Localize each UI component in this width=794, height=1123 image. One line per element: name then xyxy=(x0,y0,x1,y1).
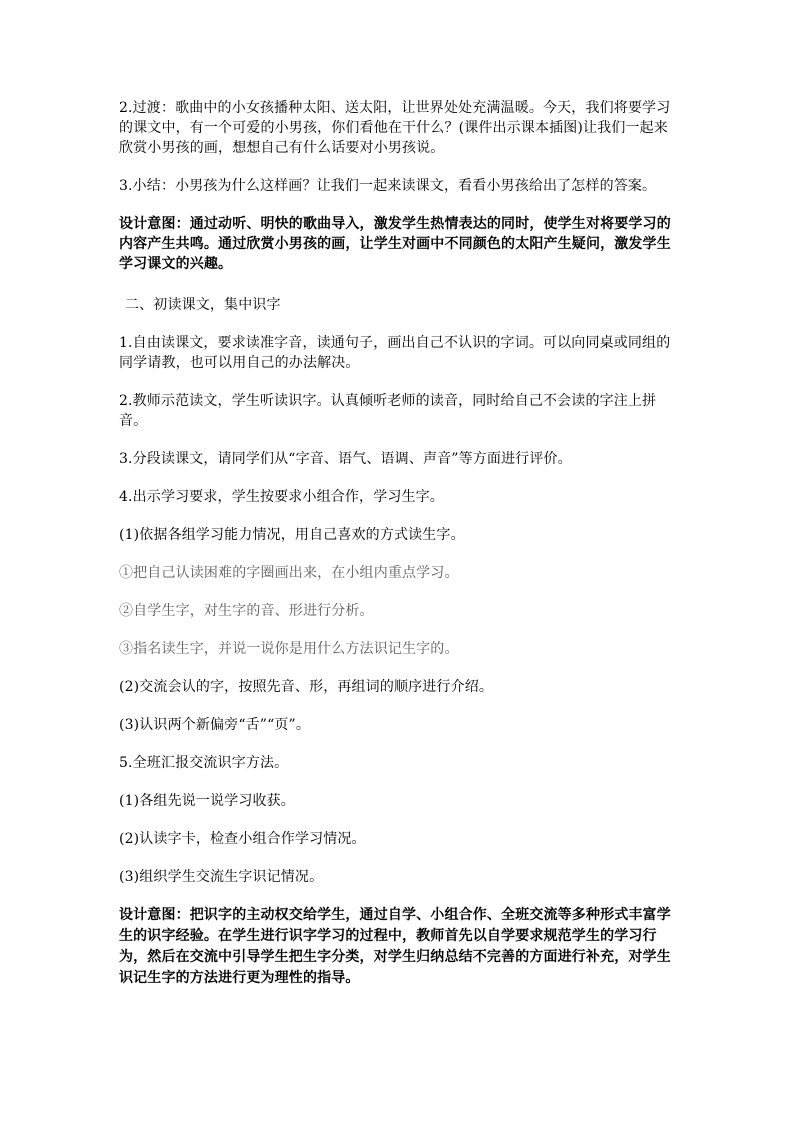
sub-item-3: (3)认识两个新偏旁“舌”“页”。 xyxy=(119,717,311,733)
sub-item-5: (2)认读字卡，检查小组合作学习情况。 xyxy=(119,831,366,847)
circled-item-2: ②自学生字，对生字的音、形进行分析。 xyxy=(119,603,374,619)
sub-item-1: (1)依据各组学习能力情况，用自己喜欢的方式读生字。 xyxy=(119,527,465,543)
paragraph-step-4: 4.出示学习要求，学生按要求小组合作，学习生字。 xyxy=(119,489,444,505)
paragraph-summary: 3.小结：小男孩为什么这样画？让我们一起来读课文，看看小男孩给出了怎样的答案。 xyxy=(119,178,657,194)
paragraph-transition: 2.过渡：歌曲中的小女孩播种太阳、送太阳，让世界处处充满温暖。今天，我们将要学习的课文中，有一个可爱的小男孩，你们看他在干什么？(课件出示课本插图)让我们一起来欣赏小男孩的画，想想自己有什么话要对小男孩说。 xyxy=(119,100,671,156)
sub-item-6: (3)组织学生交流生字识记情况。 xyxy=(119,869,324,885)
document-page xyxy=(119,98,679,989)
design-intent-1: 设计意图：通过动听、明快的歌曲导入，激发学生热情表达的同时，使学生对将要学习的内容产生共鸣。通过欣赏小男孩的画，让学生对画中不同颜色的太阳产生疑问，激发学生学习课文的兴趣。 xyxy=(119,216,671,272)
sub-item-4: (1)各组先说一说学习收获。 xyxy=(119,793,295,809)
paragraph-step-3: 3.分段读课文，请同学们从“字音、语气、语调、声音”等方面进行评价。 xyxy=(119,451,572,467)
circled-item-1: ①把自己认读困难的字圈画出来，在小组内重点学习。 xyxy=(119,565,459,581)
circled-item-3: ③指名读生字，并说一说你是用什么方法识记生字的。 xyxy=(119,641,459,657)
paragraph-step-1: 1.自由读课文，要求读准字音，读通句子，画出自己不认识的字词。可以向同桌或同组的同学请教，也可以用自己的办法解决。 xyxy=(119,335,671,371)
section-heading: 二、初读课文，集中识字 xyxy=(125,297,281,313)
paragraph-step-2: 2.教师示范读文，学生听读识字。认真倾听老师的读音，同时给自己不会读的字注上拼音。 xyxy=(119,393,657,429)
paragraph-step-5: 5.全班汇报交流识字方法。 xyxy=(119,755,289,771)
design-intent-2: 设计意图：把识字的主动权交给学生，通过自学、小组合作、全班交流等多种形式丰富学生的识字经验。在学生进行识字学习的过程中，教师首先以自学要求规范学生的学习行为，然后在交流中引导学生把生字分类，对学生归纳总结不完善的方面进行补充，对学生识记生字的方法进行更为理性的指导。 xyxy=(119,907,671,986)
sub-item-2: (2)交流会认的字，按照先音、形，再组词的顺序进行介绍。 xyxy=(119,679,494,695)
